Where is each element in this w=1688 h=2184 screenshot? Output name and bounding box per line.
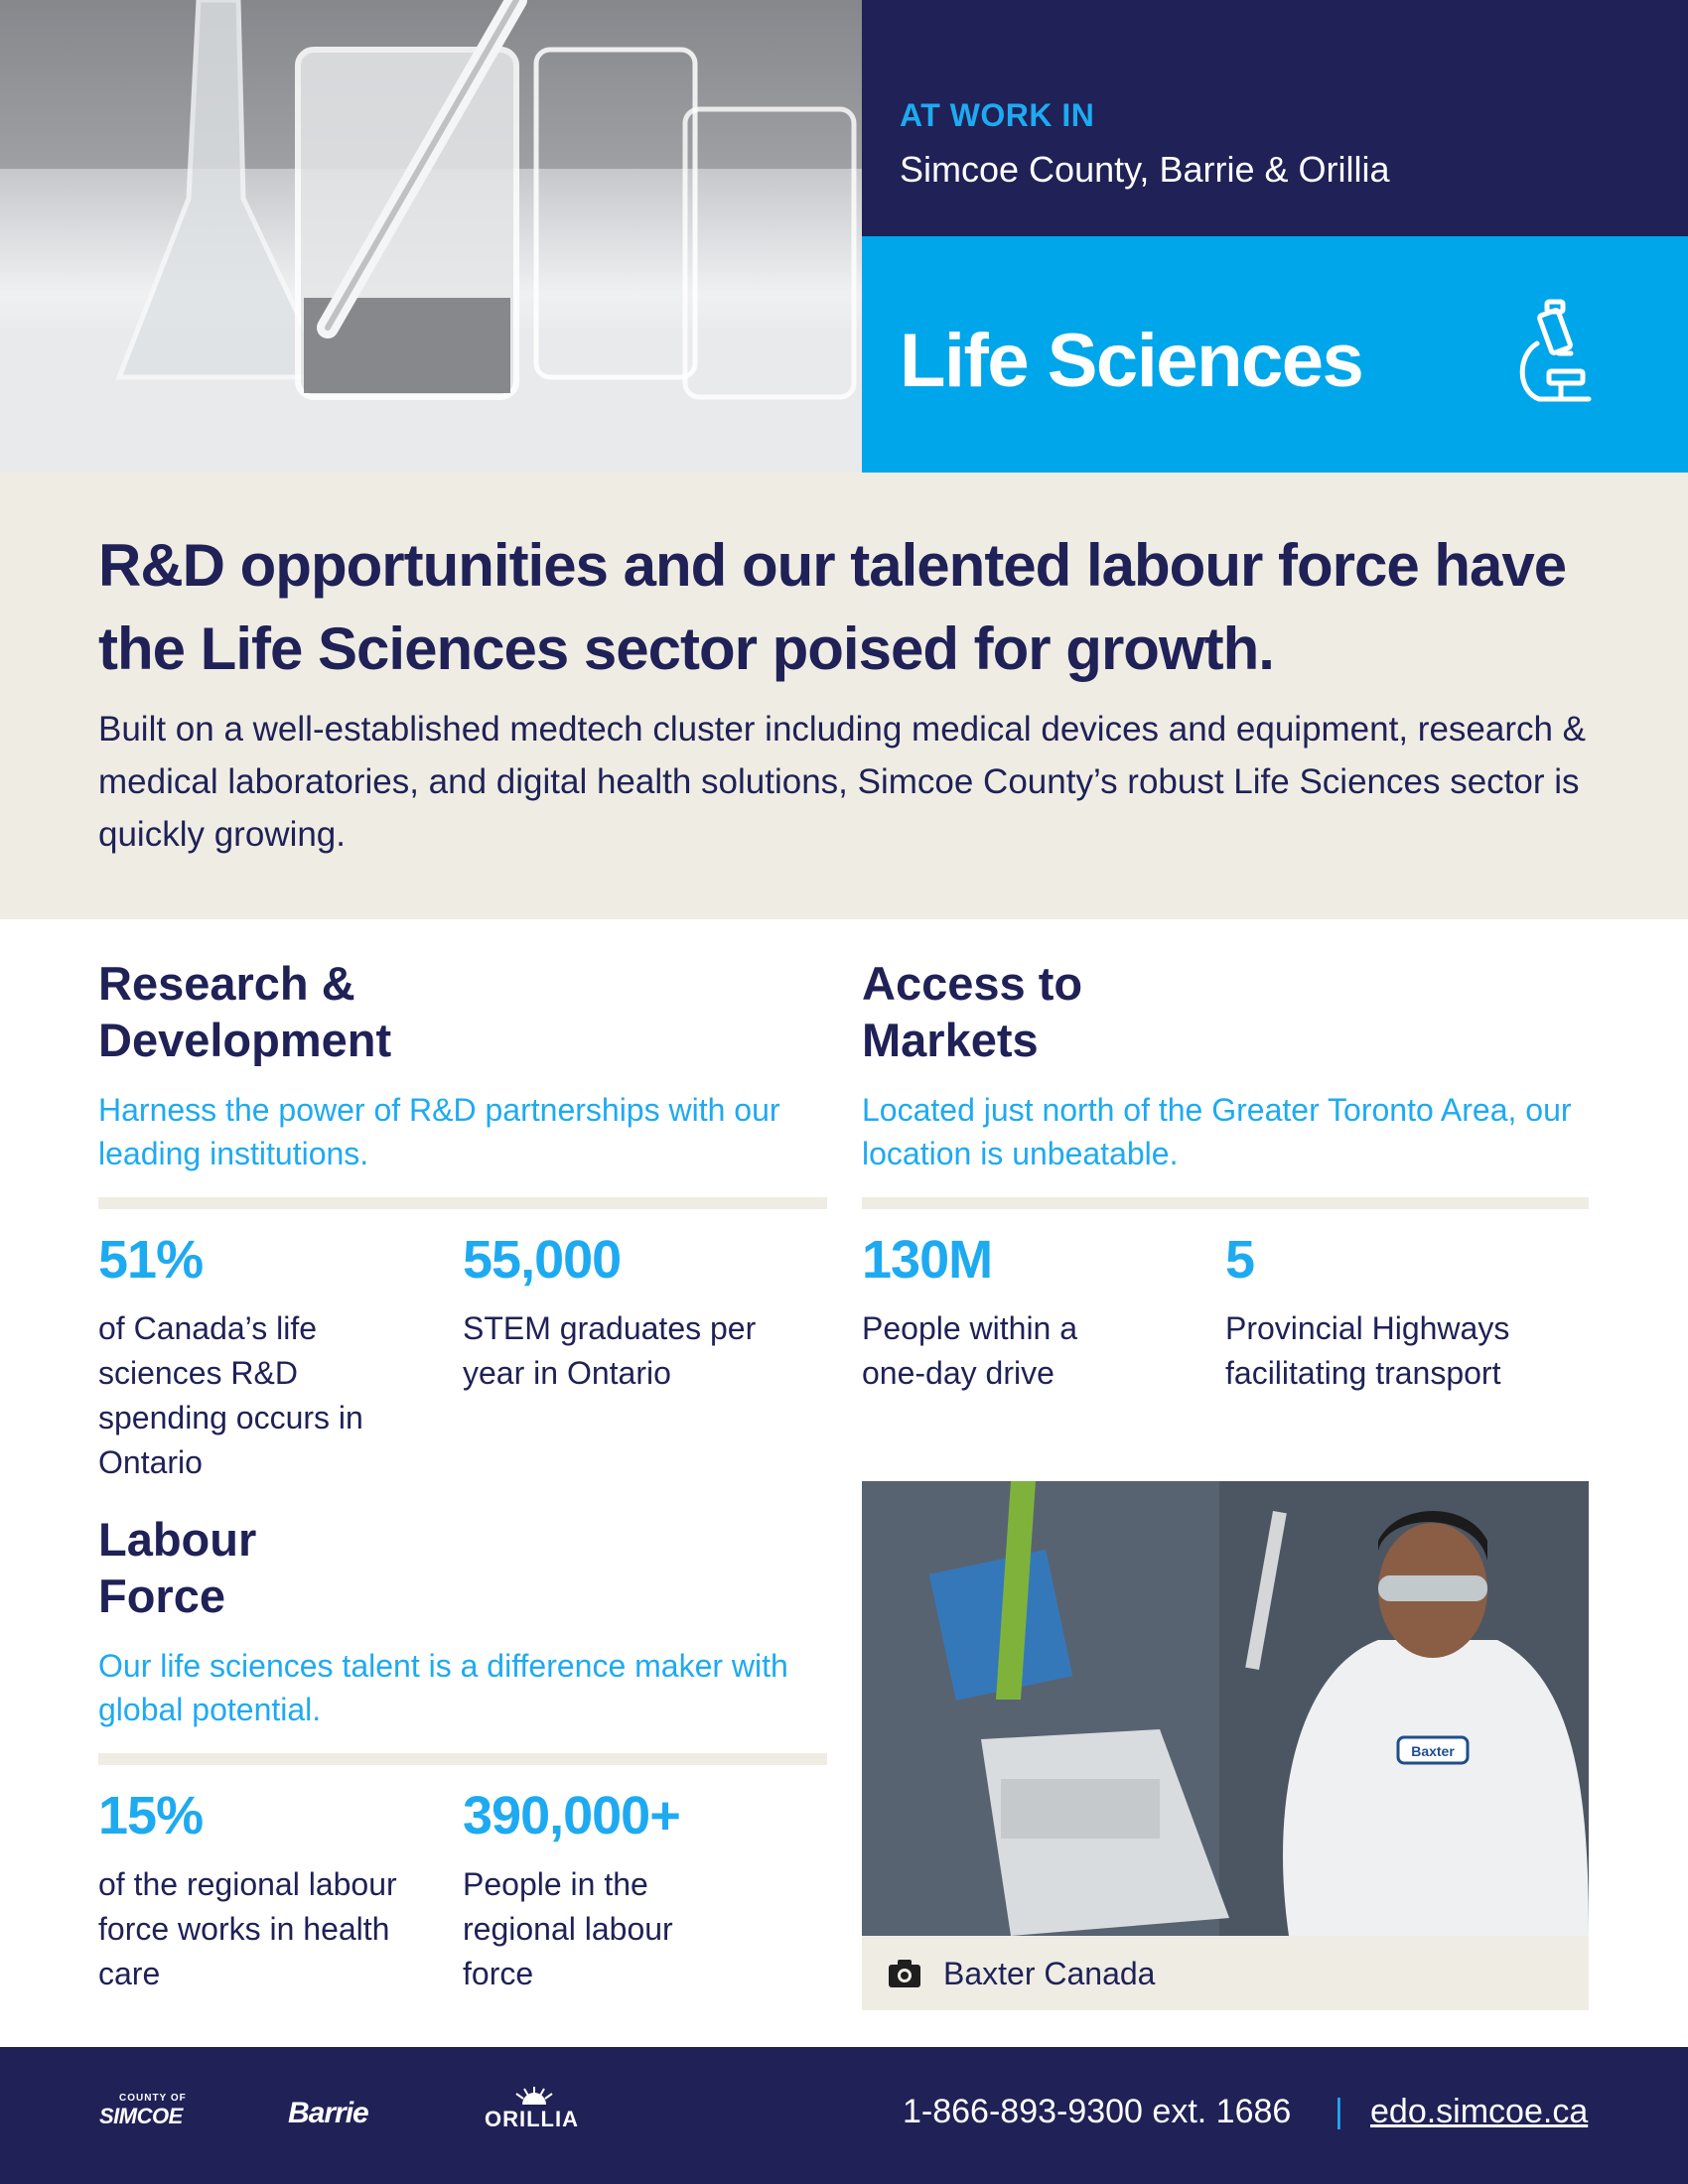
orillia-wordmark: ORILLIA [485, 2107, 579, 2131]
section-access-to-markets [862, 955, 1589, 1396]
section-subtitle: Our life sciences talent is a difference maker with global potential. [98, 1648, 788, 1727]
section-divider [98, 1197, 827, 1209]
stat-value: 15% [98, 1786, 204, 1845]
section-research-development [98, 955, 827, 1485]
stat-value: 55,000 [463, 1230, 622, 1290]
sun-icon [504, 2085, 564, 2107]
section-subtitle: Located just north of the Greater Toronto Area, our location is unbeatable. [862, 1092, 1572, 1171]
stat-label: People within a one-day drive [862, 1310, 1078, 1391]
stat-label: of Canada’s life sciences R&D spending occurs in Ontario [98, 1310, 363, 1480]
phone-number[interactable]: 1-866-893-9300 ext. 1686 [903, 2093, 1292, 2130]
section-title-line: Development [98, 1014, 392, 1066]
stat-label: STEM graduates per year in Ontario [463, 1310, 757, 1391]
stat-item [1225, 1227, 1589, 1396]
section-divider [862, 1197, 1589, 1209]
footer-separator: | [1335, 2093, 1343, 2130]
photo-caption-bar [862, 1936, 1589, 2010]
section-subtitle: Harness the power of R&D partnerships with our leading institutions. [98, 1092, 780, 1171]
lab-worker-photo [862, 1481, 1589, 1936]
stat-label: People in the regional labour force [463, 1866, 673, 1991]
stats-row [98, 1227, 827, 1485]
section-title-line: Access to [862, 957, 1083, 1010]
stat-item [862, 1227, 1225, 1396]
stats-row [98, 1783, 827, 1996]
section-title-line: Markets [862, 1014, 1039, 1066]
section-title-line: Labour [98, 1513, 257, 1566]
microscope-icon [1509, 296, 1599, 415]
stat-item [463, 1783, 827, 1996]
stat-value: 130M [862, 1230, 993, 1290]
simcoe-wordmark: SIMCOE [99, 2104, 183, 2128]
section-title [862, 955, 1589, 1068]
intro-headline: R&D opportunities and our talented labour force have the Life Sciences sector poised for growth. [98, 532, 1567, 682]
section-title-line: Force [98, 1570, 225, 1622]
stat-label: of the regional labour force works in health care [98, 1866, 397, 1991]
orillia-logo [485, 2085, 579, 2132]
sector-title: Life Sciences [900, 319, 1363, 403]
camera-icon [888, 1959, 921, 1988]
stat-label: Provincial Highways facilitating transport [1225, 1310, 1510, 1391]
stat-item [98, 1227, 463, 1485]
stat-value: 390,000+ [463, 1786, 680, 1845]
stat-value: 5 [1225, 1230, 1255, 1290]
section-labour-force [98, 1511, 827, 1996]
stats-row [862, 1227, 1589, 1396]
hero-lab-glassware-photo [0, 0, 862, 473]
eyebrow-label: AT WORK IN [900, 97, 1095, 133]
barrie-logo: Barrie [288, 2097, 368, 2129]
county-of-label: COUNTY OF [119, 2093, 187, 2104]
county-of-simcoe-logo [99, 2093, 187, 2129]
intro-band [0, 473, 1688, 919]
stat-value: 51% [98, 1230, 204, 1290]
baxter-badge: Baxter [1411, 1743, 1455, 1759]
footer [0, 2047, 1688, 2184]
intro-body: Built on a well-established medtech cluster including medical devices and equipment, research & medical laboratories, and digital health solutions, Simcoe County’s robust Life Sciences sector is quickly growing. [98, 710, 1587, 854]
section-title [98, 955, 827, 1068]
sector-title-block [862, 236, 1688, 473]
stat-item [98, 1783, 463, 1996]
stat-item [463, 1227, 827, 1485]
section-title-line: Research & [98, 957, 355, 1010]
location-label: Simcoe County, Barrie & Orillia [900, 149, 1390, 190]
photo-caption: Baxter Canada [943, 1956, 1156, 1991]
section-divider [98, 1753, 827, 1765]
section-title [98, 1511, 827, 1624]
header-location-block [862, 0, 1688, 236]
website-link[interactable]: edo.simcoe.ca [1370, 2093, 1589, 2130]
